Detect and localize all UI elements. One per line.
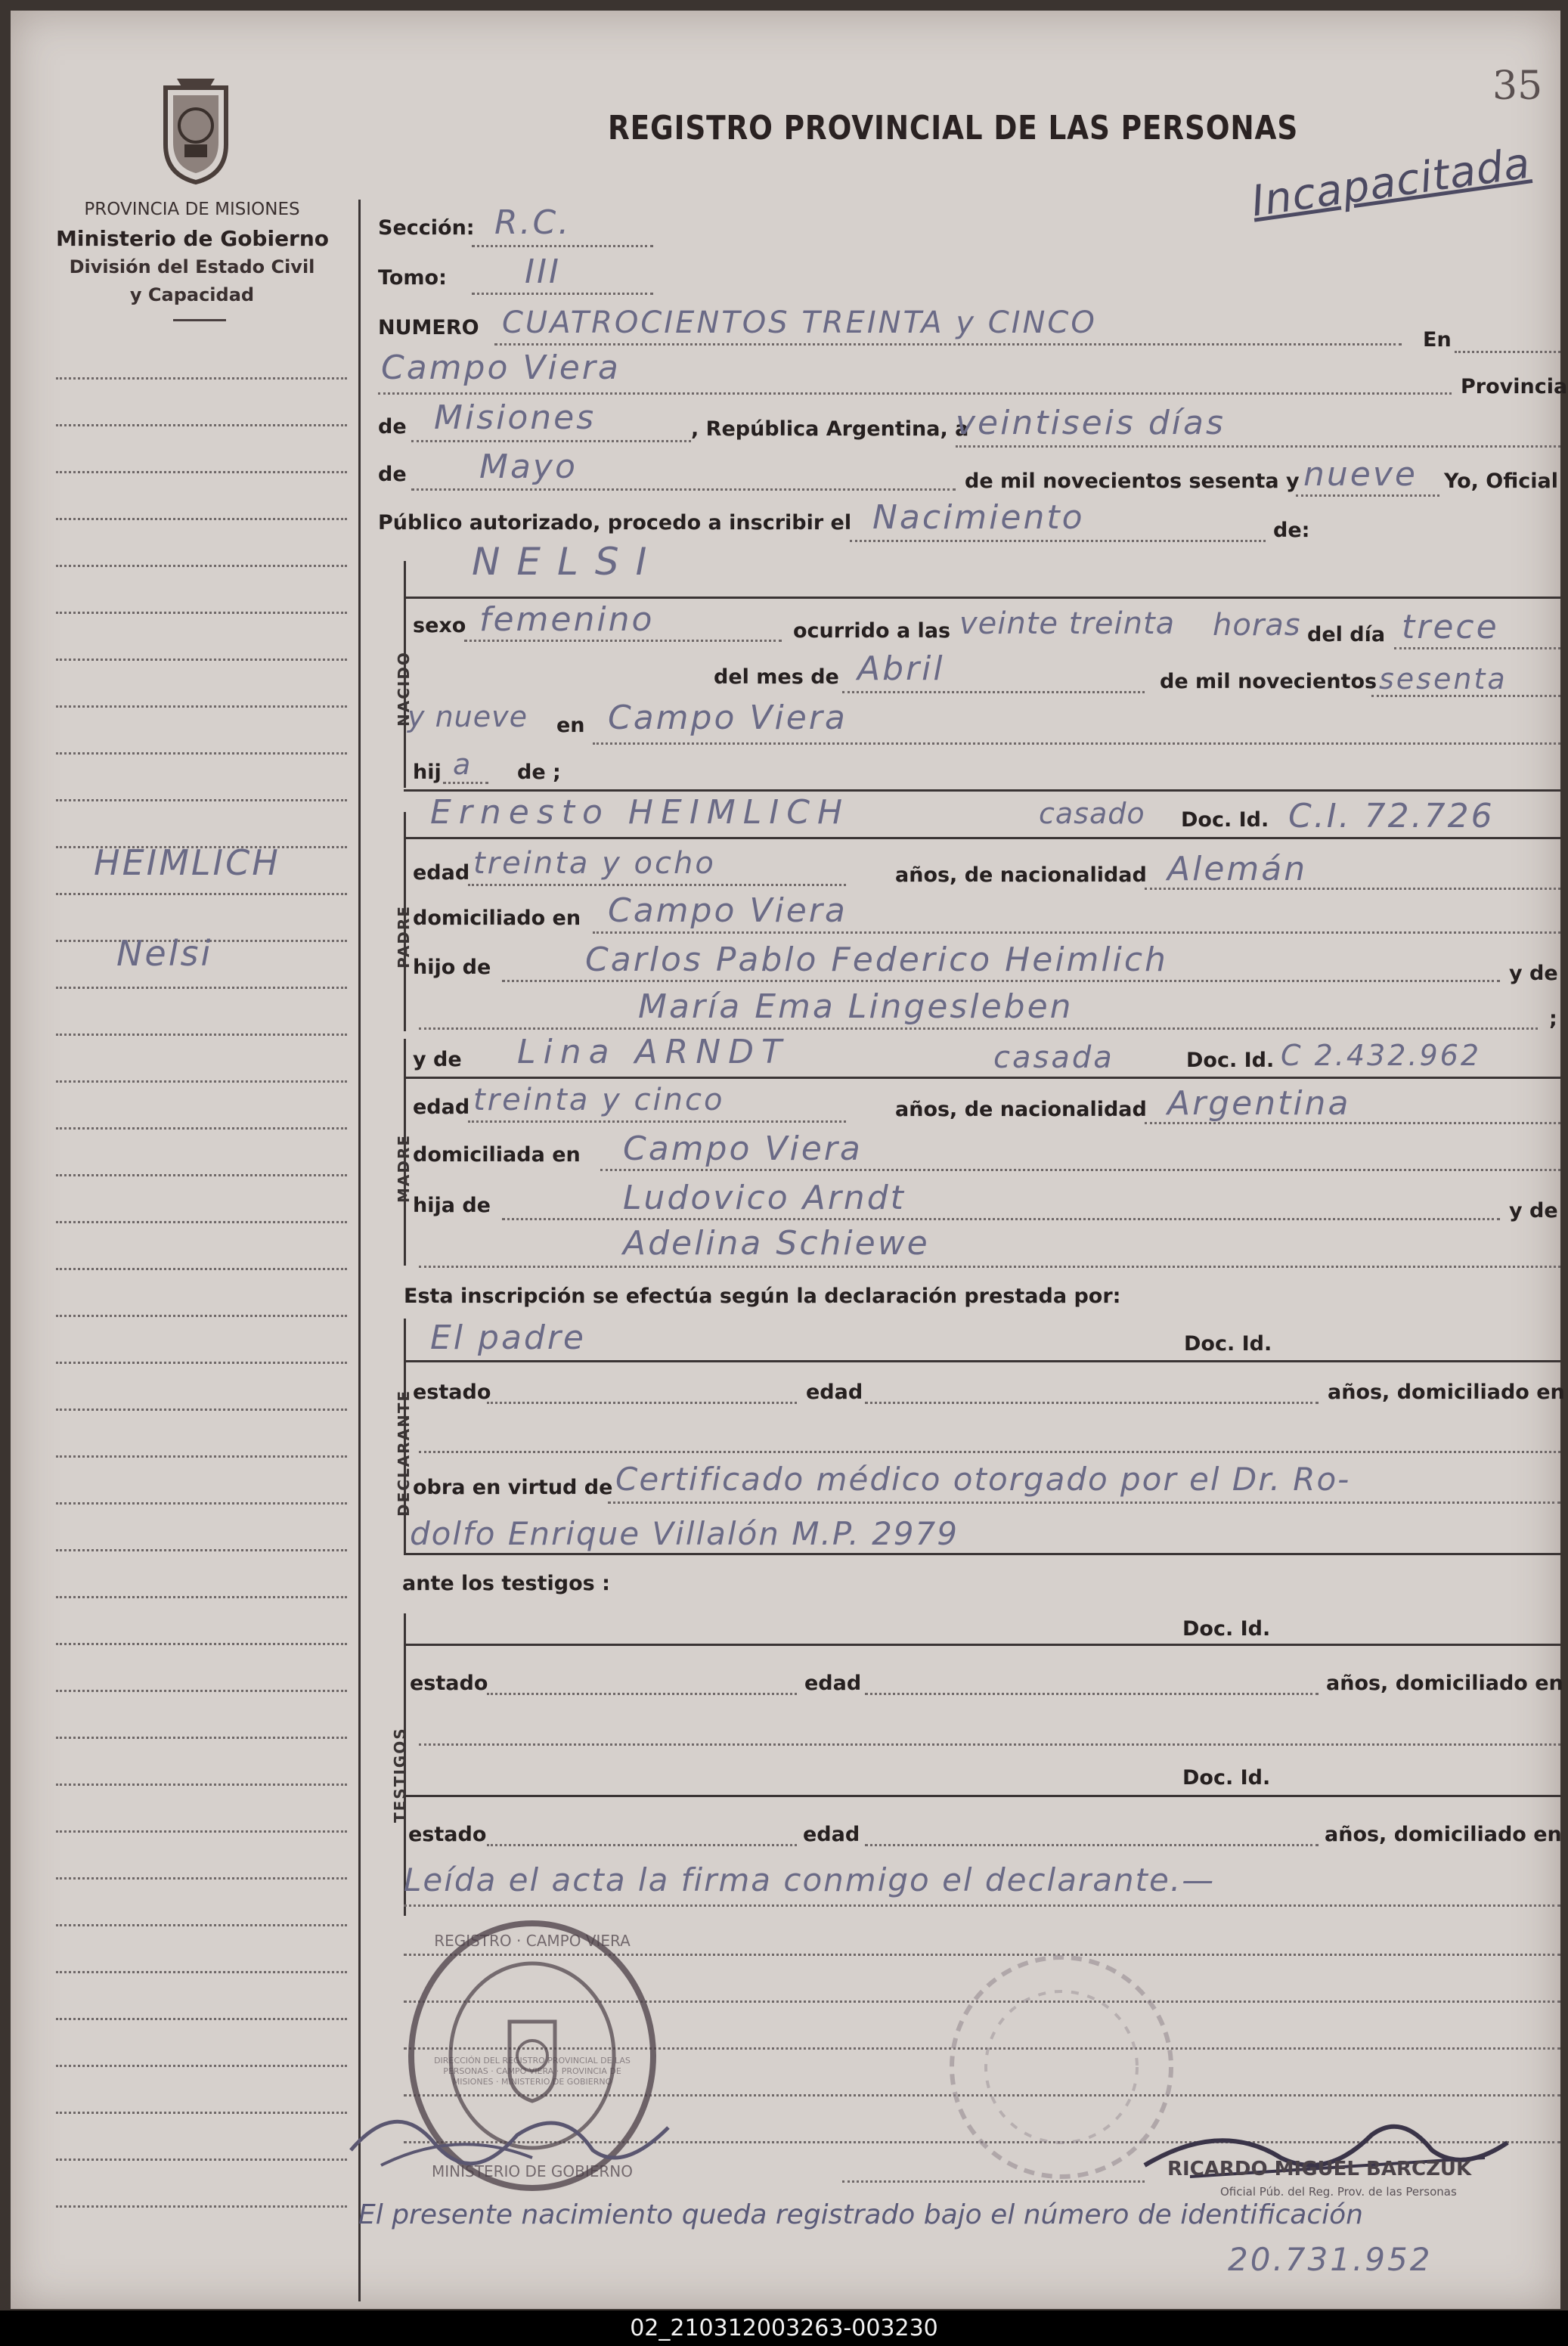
numero-value: CUATROCIENTOS TREINTA y CINCO xyxy=(502,305,1097,340)
acto-line xyxy=(850,540,1266,542)
margin-ruled-line xyxy=(56,1971,347,1973)
padre-dom-label: domiciliado en xyxy=(413,906,581,930)
padre-y-de-label: y de xyxy=(1509,962,1558,985)
provincia-line xyxy=(411,440,691,442)
madre-padre-value: Ludovico Arndt xyxy=(623,1179,906,1217)
margin-ruled-line xyxy=(56,1315,347,1317)
del-dia-label: del día xyxy=(1307,623,1386,646)
mes-nac-line xyxy=(842,691,1145,693)
testigo1-anios-label: años, domiciliado en xyxy=(1326,1672,1563,1695)
testigos-section-label: TESTIGOS xyxy=(391,1727,409,1823)
republica-label: , República Argentina, a xyxy=(691,417,969,441)
declarante-anios-label: años, domiciliado en xyxy=(1328,1381,1565,1404)
margin-divider xyxy=(358,200,361,2301)
declarante-section-label: DECLARANTE xyxy=(395,1389,413,1517)
margin-ruled-line xyxy=(56,1596,347,1598)
margin-ruled-line xyxy=(56,565,347,567)
padre-edad-value: treinta y ocho xyxy=(473,846,716,881)
margin-ruled-line xyxy=(56,1784,347,1786)
margin-ruled-line xyxy=(56,752,347,755)
margin-ruled-line xyxy=(56,987,347,989)
margin-ruled-line xyxy=(56,518,347,520)
tomo-line xyxy=(472,293,653,295)
mes-nac-value: Abril xyxy=(857,649,945,688)
padre-nac-line xyxy=(1145,888,1560,890)
publico-label: Público autorizado, procedo a inscribir el xyxy=(378,511,852,535)
padre-nombre-line xyxy=(404,837,1560,839)
anio-nac-a-value: sesenta xyxy=(1379,662,1508,696)
hijo-suffix-line xyxy=(443,782,488,784)
ocurrido-label: ocurrido a las xyxy=(793,619,951,643)
testigo1-estado-line xyxy=(487,1693,797,1695)
seal-text: DIRECCIÓN DEL REGISTRO PROVINCIAL DE LAS PERSONAS · CAMPO VIERA · PROVINCIA DE MISIONES · MINISTERIO DE GOBIERNO xyxy=(434,2056,631,2087)
madre-doc-label: Doc. Id. xyxy=(1186,1049,1275,1072)
incapacitada-note: Incapacitada xyxy=(1248,138,1534,227)
en-nac-label: en xyxy=(556,714,585,737)
seccion-value: R.C. xyxy=(494,203,572,242)
margin-ruled-line xyxy=(56,2205,347,2208)
horas-label: horas xyxy=(1213,608,1301,643)
padre-section-label: PADRE xyxy=(395,905,413,968)
hijo-label: hij xyxy=(413,761,442,784)
madre-dom-label: domiciliada en xyxy=(413,1143,581,1167)
obra-label: obra en virtud de xyxy=(413,1476,613,1499)
madre-madre-value: Adelina Schiewe xyxy=(623,1224,930,1263)
madre-nac-value: Argentina xyxy=(1167,1084,1351,1123)
nacido-end-line xyxy=(404,789,1560,792)
seccion-line xyxy=(472,245,653,247)
margin-ruled-line xyxy=(56,893,347,895)
padre-hijo-de-label: hijo de xyxy=(413,956,491,979)
sexo-line xyxy=(464,640,782,642)
testigo1-edad-line xyxy=(865,1693,1319,1695)
nota-final: El presente nacimiento queda registrado bajo el número de identificación xyxy=(358,2199,1363,2230)
declarante-value: El padre xyxy=(430,1319,586,1357)
padre-madre-value: María Ema Lingesleben xyxy=(638,987,1074,1026)
padre-dom-line xyxy=(593,931,1560,934)
anio-nac-line xyxy=(1371,695,1560,697)
svg-text:MINISTERIO DE GOBIERNO: MINISTERIO DE GOBIERNO xyxy=(432,2162,633,2180)
de-mil-label: de mil novecientos xyxy=(1160,670,1377,693)
acto-value: Nacimiento xyxy=(872,498,1085,537)
margin-ruled-line xyxy=(56,1268,347,1270)
en-line xyxy=(1455,351,1560,353)
testigo1-doc-label: Doc. Id. xyxy=(1182,1617,1271,1641)
seccion-label: Sección: xyxy=(378,216,475,240)
hijo-suffix-value: a xyxy=(453,748,473,781)
declarante-line xyxy=(404,1360,1560,1362)
madre-y-de-label: y de xyxy=(413,1048,462,1071)
madre-nac-line xyxy=(1145,1122,1560,1124)
division-line: División del Estado Civil xyxy=(69,256,315,277)
ministry-line: Ministerio de Gobierno xyxy=(56,226,330,251)
provincia-label: Provincia xyxy=(1461,375,1568,398)
padre-edad-line xyxy=(468,884,846,886)
testigo2-edad-label: edad xyxy=(803,1823,860,1846)
padre-padre-line xyxy=(502,980,1500,982)
margin-ruled-line xyxy=(56,2065,347,2067)
madre-section-label: MADRE xyxy=(395,1133,413,1203)
header-divider xyxy=(173,319,226,321)
padre-estado-value: casado xyxy=(1039,797,1145,830)
testigo2-anios-label: años, domiciliado en xyxy=(1325,1823,1562,1846)
padre-madre-line xyxy=(419,1027,1538,1030)
signature-left xyxy=(336,2082,714,2188)
margin-ruled-line xyxy=(56,2112,347,2114)
madre-dom-line xyxy=(600,1169,1560,1171)
nombre-line xyxy=(404,597,1560,599)
obra-line-1 xyxy=(608,1502,1560,1504)
margin-ruled-line xyxy=(56,659,347,661)
margin-given-name: Nelsi xyxy=(116,933,213,974)
margin-ruled-line xyxy=(56,377,347,380)
testigo2-estado-label: estado xyxy=(408,1823,487,1846)
nota-line xyxy=(842,2180,1145,2183)
padre-dom-value: Campo Viera xyxy=(608,891,848,930)
nombre-value: NELSI xyxy=(472,540,664,584)
dias-value: veintiseis días xyxy=(956,404,1226,442)
madre-nombre-value: Lina ARNDT xyxy=(517,1033,789,1071)
margin-ruled-line xyxy=(56,1924,347,1926)
madre-hija-de-label: hija de xyxy=(413,1194,491,1217)
declarante-doc-label: Doc. Id. xyxy=(1184,1332,1272,1356)
margin-ruled-line xyxy=(56,2159,347,2161)
margin-ruled-line xyxy=(56,1455,347,1458)
dia-line xyxy=(1394,647,1560,649)
yo-oficial-label: Yo, Oficial xyxy=(1444,470,1558,493)
province-line: PROVINCIA DE MISIONES xyxy=(84,200,300,219)
madre-nac-label: años, de nacionalidad xyxy=(895,1098,1147,1121)
inscripcion-label: Esta inscripción se efectúa según la declaración prestada por: xyxy=(404,1285,1121,1308)
margin-ruled-line xyxy=(56,1034,347,1036)
de-label-2: de xyxy=(378,463,407,486)
cierre-value: Leída el acta la firma conmigo el declarante.— xyxy=(404,1861,1216,1898)
declarante-end-line xyxy=(404,1553,1560,1555)
margin-ruled-line xyxy=(56,1409,347,1411)
de-semicolon-label: de ; xyxy=(517,761,561,784)
padre-nac-value: Alemán xyxy=(1167,850,1308,888)
page-title: REGISTRO PROVINCIAL DE LAS PERSONAS xyxy=(608,109,1299,147)
image-footer: 02_210312003263-003230 xyxy=(0,2310,1568,2346)
tomo-value: III xyxy=(525,253,561,291)
anio-line xyxy=(1296,494,1439,497)
provincia-value: Misiones xyxy=(434,398,597,437)
de-label-1: de xyxy=(378,415,407,439)
margin-ruled-line xyxy=(56,1174,347,1176)
testigo2-estado-line xyxy=(487,1844,797,1846)
testigo1-estado-label: estado xyxy=(410,1672,488,1695)
testigo1-line xyxy=(404,1644,1560,1646)
margin-ruled-line xyxy=(56,1127,347,1130)
hora-value: veinte treinta xyxy=(959,606,1176,641)
lugar-line xyxy=(378,392,1452,395)
margin-ruled-line xyxy=(56,1643,347,1645)
margin-ruled-line xyxy=(56,471,347,473)
padre-nac-label: años, de nacionalidad xyxy=(895,863,1147,887)
madre-y-de-label-2: y de xyxy=(1509,1199,1558,1223)
testigo1-edad-label: edad xyxy=(804,1672,862,1695)
testigo2-edad-line xyxy=(865,1844,1319,1846)
capacity-line: y Capacidad xyxy=(129,284,255,305)
margin-ruled-line xyxy=(56,424,347,426)
dia-value: trece xyxy=(1402,608,1499,646)
madre-estado-value: casada xyxy=(993,1040,1114,1075)
margin-ruled-line xyxy=(56,1502,347,1505)
madre-dom-value: Campo Viera xyxy=(623,1130,863,1168)
cierre-line xyxy=(404,1904,1560,1907)
declarante-estado-label: estado xyxy=(413,1381,491,1404)
margin-ruled-line xyxy=(56,1877,347,1880)
sexo-value: femenino xyxy=(479,600,655,639)
padre-padre-value: Carlos Pablo Federico Heimlich xyxy=(585,941,1168,979)
padre-semicolon: ; xyxy=(1549,1007,1557,1030)
de-colon-label: de: xyxy=(1273,519,1310,542)
sexo-label: sexo xyxy=(413,614,466,637)
madre-edad-value: treinta y cinco xyxy=(473,1083,725,1117)
madre-doc-value: C 2.432.962 xyxy=(1281,1039,1482,1072)
madre-madre-line xyxy=(419,1266,1560,1268)
margin-ruled-line xyxy=(56,1080,347,1083)
page-number: 35 xyxy=(1492,64,1543,109)
official-name: RICARDO MIGUEL BARCZUK xyxy=(1167,2158,1472,2180)
margin-ruled-line xyxy=(56,612,347,614)
margin-ruled-line xyxy=(56,705,347,708)
lugar-value: Campo Viera xyxy=(381,349,621,387)
obra-value-2: dolfo Enrique Villalón M.P. 2979 xyxy=(410,1515,959,1552)
testigo1-dom-line xyxy=(419,1743,1560,1746)
testigo2-doc-label: Doc. Id. xyxy=(1182,1766,1271,1790)
padre-doc-value: C.I. 72.726 xyxy=(1288,797,1495,835)
coat-of-arms-icon xyxy=(150,73,241,186)
declarante-estado-line xyxy=(487,1402,797,1404)
padre-nombre-value: Ernesto HEIMLICH xyxy=(430,793,851,832)
dni-value: 20.731.952 xyxy=(1228,2241,1433,2278)
tomo-label: Tomo: xyxy=(378,266,447,290)
del-mes-label: del mes de xyxy=(714,665,839,689)
madre-edad-line xyxy=(468,1120,846,1123)
lugar-nac-value: Campo Viera xyxy=(608,699,848,737)
svg-text:REGISTRO · CAMPO VIERA: REGISTRO · CAMPO VIERA xyxy=(434,1932,631,1950)
numero-line xyxy=(494,343,1402,346)
en-label: En xyxy=(1423,328,1452,352)
margin-ruled-line xyxy=(56,1362,347,1364)
mes-line xyxy=(411,488,956,491)
testigos-label: ante los testigos : xyxy=(402,1572,610,1595)
de-mil-sesenta-label: de mil novecientos sesenta y xyxy=(965,470,1300,493)
padre-edad-label: edad xyxy=(413,861,470,885)
mes-value: Mayo xyxy=(479,448,578,486)
margin-ruled-line xyxy=(56,2018,347,2020)
margin-ruled-line xyxy=(56,799,347,801)
margin-surname: HEIMLICH xyxy=(94,842,280,883)
declarante-edad-label: edad xyxy=(806,1381,863,1404)
document-page xyxy=(11,11,1568,2309)
official-title: Oficial Púb. del Reg. Prov. de las Personas xyxy=(1220,2185,1457,2199)
madre-padre-line xyxy=(502,1218,1500,1220)
nacido-section-label: NACIDO xyxy=(395,651,413,727)
testigo2-line xyxy=(404,1795,1560,1797)
anio-value: nueve xyxy=(1303,455,1418,494)
declarante-dom-line xyxy=(419,1451,1560,1453)
margin-ruled-line xyxy=(56,1690,347,1692)
anio-nac-b-value: y nueve xyxy=(407,700,528,733)
margin-ruled-line xyxy=(56,1549,347,1551)
margin-ruled-line xyxy=(56,1737,347,1739)
margin-ruled-line xyxy=(56,1830,347,1833)
madre-edad-label: edad xyxy=(413,1096,470,1119)
margin-ruled-line xyxy=(56,1221,347,1223)
dias-line xyxy=(956,445,1560,448)
obra-value-1: Certificado médico otorgado por el Dr. Ro- xyxy=(615,1461,1351,1498)
madre-nombre-line xyxy=(404,1077,1560,1079)
padre-doc-label: Doc. Id. xyxy=(1181,808,1269,832)
numero-label: NUMERO xyxy=(378,316,479,339)
lugar-nac-line xyxy=(593,742,1560,745)
declarante-edad-line xyxy=(865,1402,1319,1404)
